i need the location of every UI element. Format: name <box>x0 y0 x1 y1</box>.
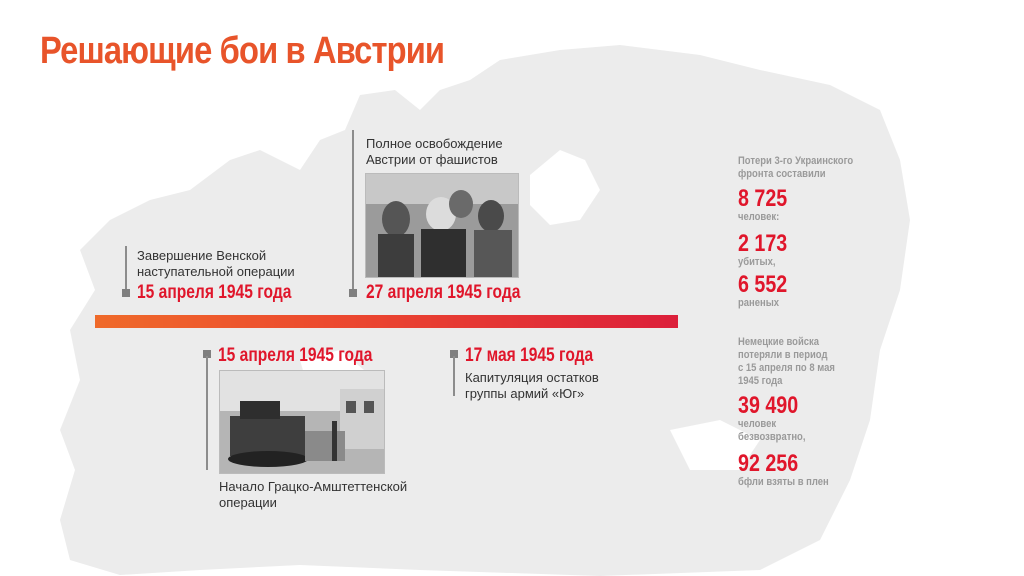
tank-photo <box>219 370 385 474</box>
event-connector <box>125 246 127 294</box>
event-description: Капитуляция остатков группы армий «Юг» <box>465 370 599 401</box>
event-connector <box>206 356 208 470</box>
stat-unit: убитых, <box>738 256 776 268</box>
event-description: Завершение Венской наступательной операции <box>137 248 295 279</box>
event-description: Начало Грацко-Амштеттенской операции <box>219 479 408 510</box>
event-connector <box>453 356 455 396</box>
timeline-bar <box>95 315 678 328</box>
stat-number: 8 725 <box>738 185 788 212</box>
stat-number: 92 256 <box>738 450 799 477</box>
event-marker <box>349 289 357 297</box>
event-date: 27 апреля 1945 года <box>366 282 521 303</box>
event-date: 17 мая 1945 года <box>465 345 594 366</box>
stat-heading: с 15 апреля по 8 мая <box>738 362 835 374</box>
event-marker <box>122 289 130 297</box>
stat-number: 6 552 <box>738 271 788 298</box>
event-date: 15 апреля 1945 года <box>218 345 373 366</box>
german-losses-block <box>738 336 851 489</box>
event-date: 15 апреля 1945 года <box>137 282 292 303</box>
stat-number: 2 173 <box>738 230 788 257</box>
event-connector <box>352 130 354 294</box>
liberation-photo <box>365 173 519 278</box>
soviet-losses-block <box>738 155 872 310</box>
page-title: Решающие бои в Австрии <box>40 30 445 72</box>
stat-heading: потеряли в период <box>738 349 828 361</box>
stat-heading: фронта составили <box>738 168 826 180</box>
stat-heading: 1945 года <box>738 375 783 387</box>
stat-heading: Потери 3-го Украинского <box>738 155 854 167</box>
stat-unit: раненых <box>738 297 780 309</box>
stat-heading: Немецкие войска <box>738 336 820 348</box>
stat-number: 39 490 <box>738 392 799 419</box>
stat-unit: бфли взяты в плен <box>738 476 829 488</box>
stat-unit: человек: <box>738 211 780 223</box>
stat-unit: человек <box>738 418 777 430</box>
event-description: Полное освобождение Австрии от фашистов <box>366 136 503 167</box>
stat-unit: безвозвратно, <box>738 431 806 443</box>
